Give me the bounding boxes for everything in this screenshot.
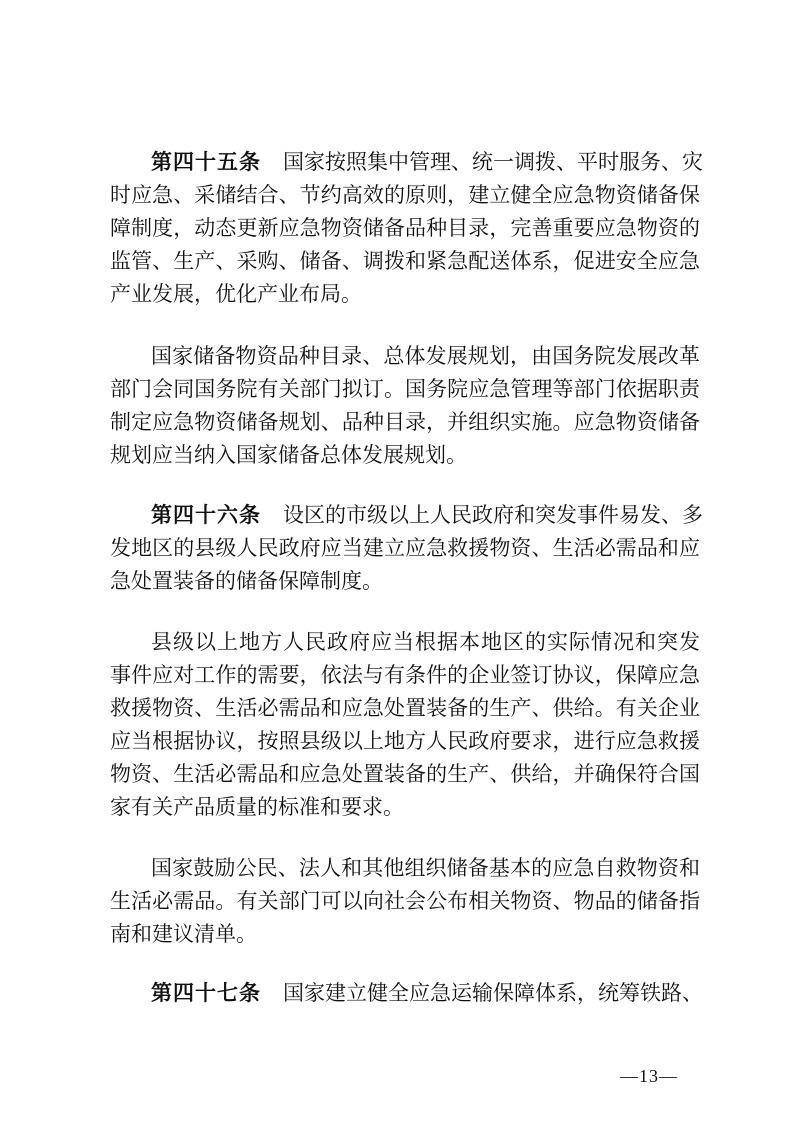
paragraph-line: 南和建议清单。	[110, 922, 257, 946]
paragraph-line: 部门会同国务院有关部门拟订。国务院应急管理等部门依据职责	[110, 377, 700, 401]
paragraph-line: 国家储备物资品种目录、总体发展规划，由国务院发展改革	[151, 344, 700, 368]
paragraph-line: 应当根据协议，按照县级以上地方人民政府要求，进行应急救援	[110, 729, 700, 753]
article-heading: 第四十五条	[151, 149, 261, 174]
line-text: 国家建立健全应急运输保障体系，统筹铁路、	[283, 981, 703, 1005]
paragraph-line: 障制度，动态更新应急物资储备品种目录，完善重要应急物资的	[110, 216, 700, 240]
paragraph-line: 时应急、采储结合、节约高效的原则，建立健全应急物资储备保	[110, 183, 700, 207]
paragraph-line: 物资、生活必需品和应急处置装备的生产、供给，并确保符合国	[110, 762, 700, 786]
paragraph-line: 县级以上地方人民政府应当根据本地区的实际情况和突发	[151, 630, 700, 654]
paragraph-line	[151, 147, 703, 177]
paragraph-line: 规划应当纳入国家储备总体发展规划。	[110, 443, 467, 467]
paragraph-line	[151, 500, 703, 530]
paragraph-line: 监管、生产、采购、储备、调拨和紧急配送体系，促进安全应急	[110, 249, 700, 273]
paragraph-line: 家有关产品质量的标准和要求。	[110, 795, 404, 819]
paragraph-line: 国家鼓励公民、法人和其他组织储备基本的应急自救物资和	[151, 856, 700, 880]
line-text: 设区的市级以上人民政府和突发事件易发、多	[283, 503, 703, 527]
paragraph-line: 制定应急物资储备规划、品种目录，并组织实施。应急物资储备	[110, 410, 700, 434]
paragraph-line: 救援物资、生活必需品和应急处置装备的生产、供给。有关企业	[110, 696, 700, 720]
page-number: —13—	[620, 1066, 678, 1086]
paragraph-line: 发地区的县级人民政府应当建立应急救援物资、生活必需品和应	[110, 536, 700, 560]
paragraph-line: 急处置装备的储备保障制度。	[110, 569, 383, 593]
paragraph-line	[151, 978, 703, 1008]
line-text: 国家按照集中管理、统一调拨、平时服务、灾	[283, 150, 703, 174]
paragraph-line: 产业发展，优化产业布局。	[110, 282, 362, 306]
paragraph-line: 事件应对工作的需要，依法与有条件的企业签订协议，保障应急	[110, 663, 700, 687]
article-heading: 第四十七条	[151, 980, 261, 1005]
paragraph-line: 生活必需品。有关部门可以向社会公布相关物资、物品的储备指	[110, 889, 700, 913]
article-heading: 第四十六条	[151, 502, 261, 527]
